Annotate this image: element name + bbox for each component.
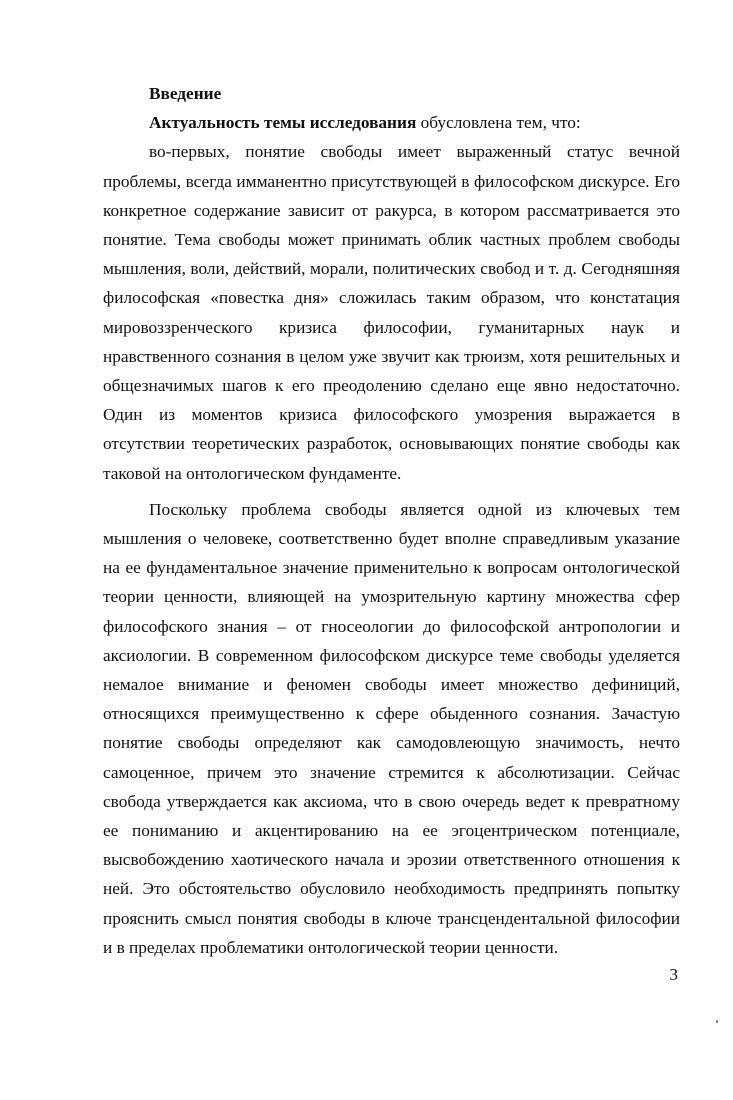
section-heading: Введение [149, 84, 222, 103]
body-paragraph-1: во-первых, понятие свободы имеет выраженный статус вечной проблемы, всегда имманентно присутствующей в философском дискурсе. Его конкретное содержание зависит от ракурса, в котором рассматривается это понятие. Тема свободы может принимать облик частных проблем свободы мышления, воли, действий, морали, политических свобод и т. д. Сегодняшняя философская «повестка дня» сложилась таким образом, что констатация мировоззренческого кризиса философии, гуманитарных наук и нравственного сознания в целом уже звучит как трюизм, хотя решительных и общезначимых шагов к его преодолению сделано еще явно недостаточно. Один из моментов кризиса философского умозрения выражается в отсутствии теоретических разработок, основывающих понятие свободы как таковой на онтологическом фундаменте. [103, 142, 680, 483]
scan-artifact [716, 1020, 718, 1023]
intro-bold-lead: Актуальность темы исследования [149, 113, 417, 133]
intro-paragraph [103, 108, 680, 137]
intro-rest: обусловлена тем, что: [416, 113, 581, 133]
document-body [103, 79, 680, 962]
body-paragraph-2: Поскольку проблема свободы является одной из ключевых тем мышления о человеке, соответственно будет вполне справедливым указание на ее фундаментальное значение применительно к вопросам онтологической теории ценности, влияющей на умозрительную картину множества сфер философского знания – от гносеологии до философской антропологии и аксиологии. В современном философском дискурсе теме свободы уделяется немалое внимание и феномен свободы имеет множество дефиниций, относящихся преимущественно к сфере обыденного сознания. Зачастую понятие свободы определяют как самодовлеющую значимость, нечто самоценное, причем это значение стремится к абсолютизации. Сейчас свобода утверждается как аксиома, что в свою очередь ведет к превратному ее пониманию и акцентированию на ее эгоцентрическом потенциале, высвобождению хаотического начала и эрозии ответственного отношения к ней. Это обстоятельство обусловило необходимость предпринять попытку прояснить смысл понятия свободы в ключе трансцендентальной философии и в пределах проблематики онтологической теории ценности. [103, 499, 680, 957]
page-number: 3 [669, 965, 678, 984]
